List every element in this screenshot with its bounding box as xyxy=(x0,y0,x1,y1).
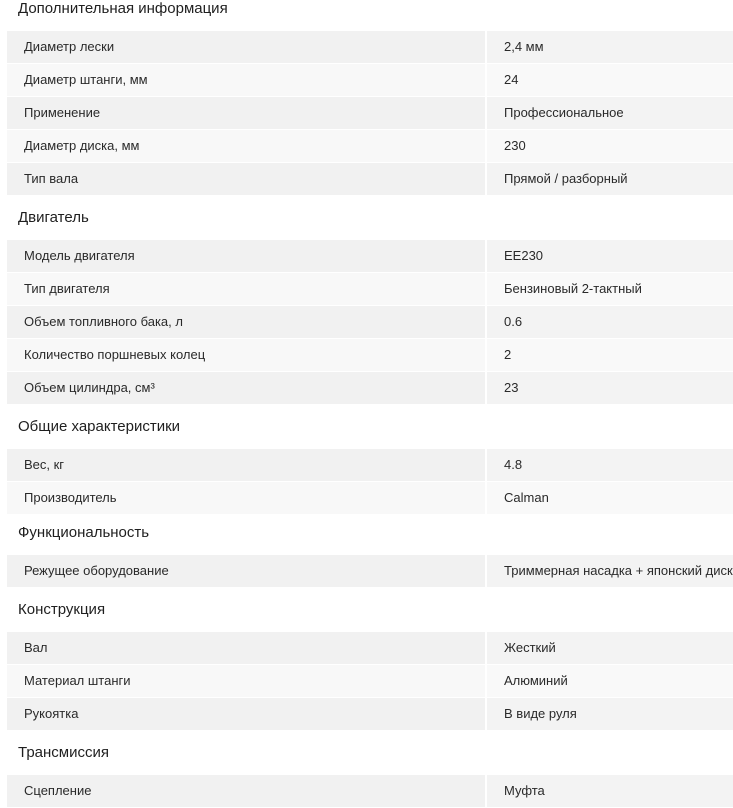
section-title: Общие характеристики xyxy=(18,418,181,435)
spec-row xyxy=(7,632,733,665)
section-title: Дополнительная информация xyxy=(18,0,228,17)
spec-value: 2,4 мм xyxy=(487,31,733,63)
spec-name: Диаметр штанги, мм xyxy=(7,64,485,96)
spec-row xyxy=(7,163,733,196)
spec-section-engine xyxy=(0,209,733,405)
spec-value: 24 xyxy=(487,64,733,96)
section-title: Конструкция xyxy=(18,601,106,618)
spec-row xyxy=(7,31,733,64)
spec-name: Вес, кг xyxy=(7,449,485,481)
spec-row xyxy=(7,482,733,515)
spec-name: Количество поршневых колец xyxy=(7,339,485,371)
spec-section-additional-info xyxy=(0,0,733,196)
section-title: Трансмиссия xyxy=(18,744,109,761)
spec-row xyxy=(7,130,733,163)
spec-section-functionality xyxy=(0,524,733,588)
spec-table xyxy=(7,775,733,808)
spec-table xyxy=(7,449,733,515)
spec-value: Муфта xyxy=(487,775,733,807)
spec-name: Материал штанги xyxy=(7,665,485,697)
spec-name: Объем топливного бака, л xyxy=(7,306,485,338)
section-title: Функциональность xyxy=(18,524,150,541)
spec-value: 4.8 xyxy=(487,449,733,481)
spec-value: 2 xyxy=(487,339,733,371)
spec-table xyxy=(7,632,733,731)
spec-name: Применение xyxy=(7,97,485,129)
spec-row xyxy=(7,339,733,372)
spec-value: В виде руля xyxy=(487,698,733,730)
spec-row xyxy=(7,775,733,808)
spec-value: 0.6 xyxy=(487,306,733,338)
spec-value: 230 xyxy=(487,130,733,162)
spec-row xyxy=(7,555,733,588)
spec-row xyxy=(7,665,733,698)
spec-name: Модель двигателя xyxy=(7,240,485,272)
spec-value: 23 xyxy=(487,372,733,404)
spec-row xyxy=(7,240,733,273)
spec-value: Триммерная насадка + японский диск xyxy=(487,555,733,587)
spec-value: Профессиональное xyxy=(487,97,733,129)
spec-table xyxy=(7,555,733,588)
spec-row xyxy=(7,306,733,339)
spec-name: Тип двигателя xyxy=(7,273,485,305)
spec-name: Рукоятка xyxy=(7,698,485,730)
spec-row xyxy=(7,449,733,482)
spec-row xyxy=(7,64,733,97)
spec-name: Вал xyxy=(7,632,485,664)
section-title: Двигатель xyxy=(18,209,89,226)
spec-row xyxy=(7,698,733,731)
spec-value: Алюминий xyxy=(487,665,733,697)
spec-name: Режущее оборудование xyxy=(7,555,485,587)
spec-section-transmission xyxy=(0,744,733,808)
spec-name: Диаметр лески xyxy=(7,31,485,63)
spec-name: Тип вала xyxy=(7,163,485,195)
spec-name: Производитель xyxy=(7,482,485,514)
spec-table xyxy=(7,240,733,405)
spec-section-construction xyxy=(0,601,733,731)
spec-row xyxy=(7,97,733,130)
spec-value: EE230 xyxy=(487,240,733,272)
spec-name: Объем цилиндра, см³ xyxy=(7,372,485,404)
spec-name: Сцепление xyxy=(7,775,485,807)
spec-value: Бензиновый 2-тактный xyxy=(487,273,733,305)
spec-row xyxy=(7,273,733,306)
spec-row xyxy=(7,372,733,405)
spec-section-general xyxy=(0,418,733,515)
spec-table xyxy=(7,31,733,196)
spec-value: Calman xyxy=(487,482,733,514)
spec-value: Прямой / разборный xyxy=(487,163,733,195)
spec-name: Диаметр диска, мм xyxy=(7,130,485,162)
spec-value: Жесткий xyxy=(487,632,733,664)
